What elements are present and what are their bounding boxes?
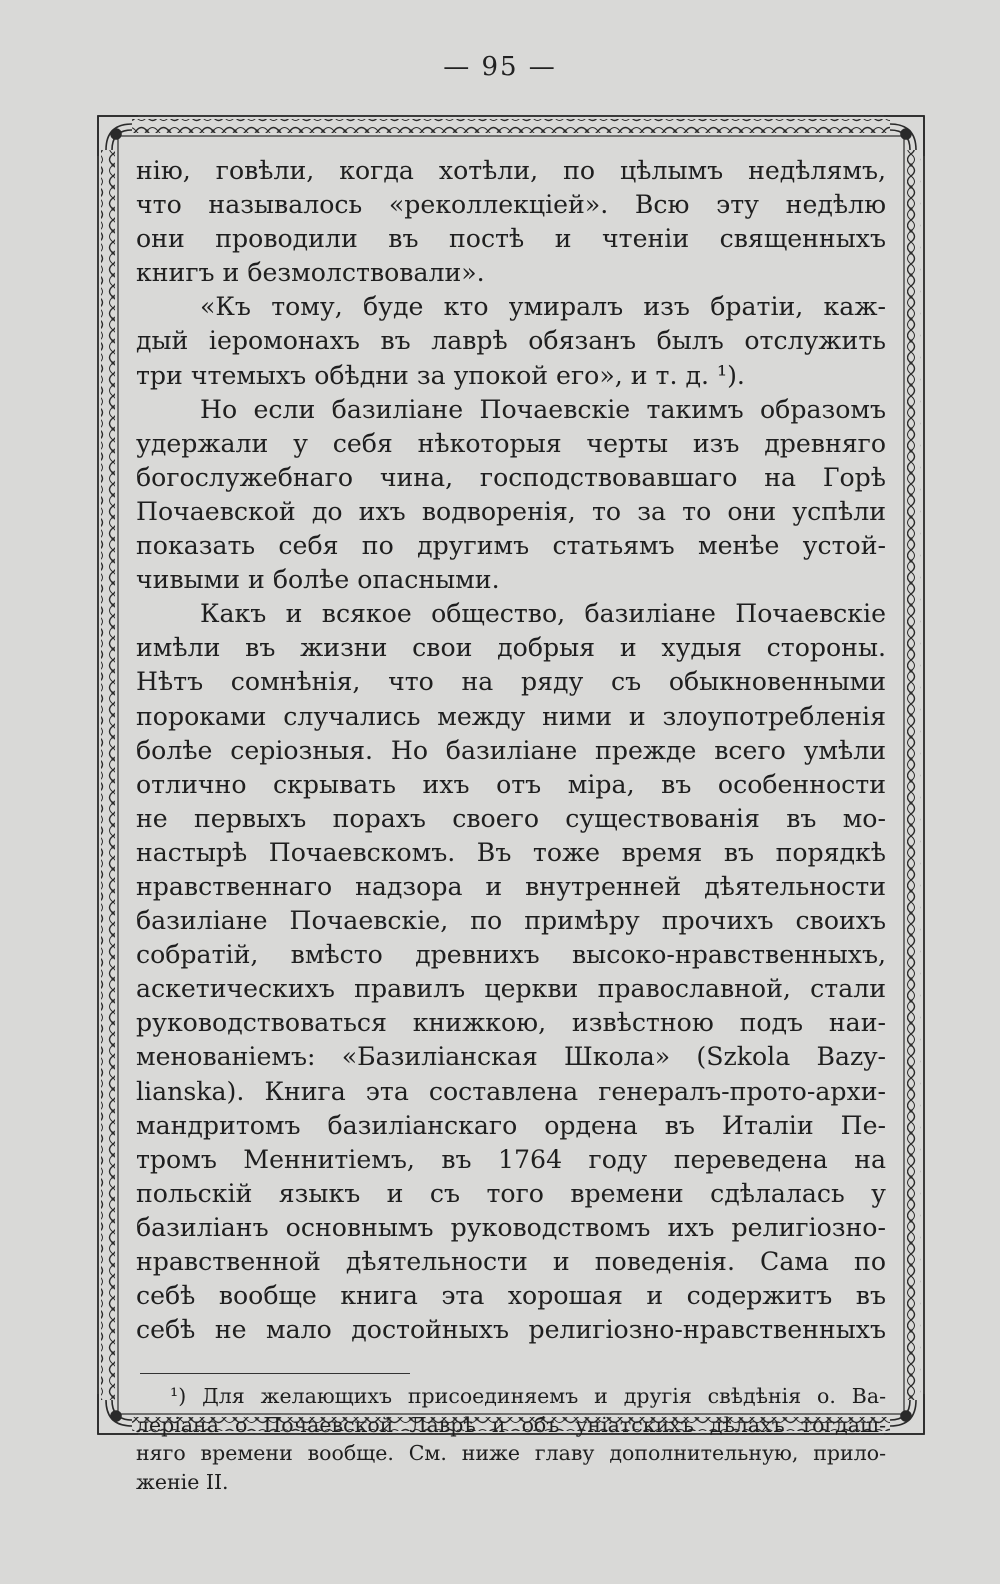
footnote-line: леріана о Почаевской Лаврѣ и объ уніатскихъ дѣлахъ тогдаш- xyxy=(136,1412,886,1437)
body-text-line: имѣли въ жизни свои добрыя и худыя стороны. xyxy=(136,633,886,663)
body-text-line: три чтемыхъ обѣдни за упокой его», и т. д. ¹). xyxy=(136,360,745,390)
body-text-line: Почаевской до ихъ водворенія, то за то они успѣли xyxy=(136,496,886,526)
footnote-line: ¹) Для желающихъ присоединяемъ и другія свѣдѣнія о. Ва- xyxy=(170,1384,886,1409)
body-text-line: аскетическихъ правилъ церкви православной, стали xyxy=(136,974,886,1004)
body-text-line: дый іеромонахъ въ лаврѣ обязанъ былъ отслужить xyxy=(136,326,886,356)
body-text-line: отлично скрывать ихъ отъ міра, въ особенности xyxy=(136,769,886,799)
body-text-line: болѣе серіозныя. Но базиліане прежде всего умѣли xyxy=(136,735,886,765)
footnote-line: женіе II. xyxy=(136,1470,229,1495)
body-text-line: польскій языкъ и съ того времени сдѣлалась у xyxy=(136,1178,886,1208)
body-text-line: нравственной дѣятельности и поведенія. Сама по xyxy=(136,1247,886,1276)
body-text-line: себѣ вообще книга эта хорошая и содержитъ въ xyxy=(136,1281,886,1311)
body-text-line: книгъ и безмолствовали». xyxy=(136,258,485,288)
body-text-line: богослужебнаго чина, господствовавшаго на Горѣ xyxy=(136,462,886,492)
body-text-line: менованіемъ: «Базиліанская Школа» (Szkola Bazy- xyxy=(136,1042,886,1072)
body-text-line: базиліанъ основнымъ руководствомъ ихъ религіозно- xyxy=(136,1212,886,1242)
body-text-line: показать себя по другимъ статьямъ менѣе устой- xyxy=(136,531,886,561)
body-text-line: собратій, вмѣсто древнихъ высоко-нравственныхъ, xyxy=(136,940,886,970)
body-text-line: lianska). Книга эта составлена генералъ-прото-архи- xyxy=(136,1076,886,1106)
body-text xyxy=(136,154,886,1347)
body-text-line: нію, говѣли, когда хотѣли, по цѣлымъ недѣлямъ, xyxy=(136,156,886,185)
body-text-line: Но если базиліане Почаевскіе такимъ образомъ xyxy=(200,394,886,424)
footnote-line: няго времени вообще. См. ниже главу дополнительную, прило- xyxy=(136,1441,886,1466)
body-text-line: не первыхъ порахъ своего существованія въ мо- xyxy=(136,803,886,833)
footnotes xyxy=(136,1382,886,1496)
body-text-line: пороками случались между ними и злоупотребленія xyxy=(136,701,886,731)
body-text-line: удержали у себя нѣкоторыя черты изъ древняго xyxy=(136,428,886,458)
body-text-line: настырѣ Почаевскомъ. Въ тоже время въ порядкѣ xyxy=(136,837,886,867)
footnote-rule xyxy=(140,1373,410,1374)
body-text-line: руководствоваться книжкою, извѣстною подъ наи- xyxy=(136,1008,886,1038)
body-text-line: Какъ и всякое общество, базиліане Почаевскіе xyxy=(200,599,886,629)
body-text-line: что называлось «реколлекціей». Всю эту недѣлю xyxy=(136,190,886,220)
body-text-line: базиліане Почаевскіе, по примѣру прочихъ своихъ xyxy=(136,906,886,936)
body-text-line: они проводили въ постѣ и чтеніи священныхъ xyxy=(136,224,886,254)
body-text-line: чивыми и болѣе опасными. xyxy=(136,565,500,595)
body-text-line: «Къ тому, буде кто умиралъ изъ братіи, каж- xyxy=(200,292,886,322)
body-text-line: нравственнаго надзора и внутренней дѣятельности xyxy=(136,871,886,901)
ornamental-frame xyxy=(92,110,930,1495)
page-content xyxy=(136,154,886,1497)
body-text-line: мандритомъ базиліанскаго ордена въ Италіи Пе- xyxy=(136,1110,886,1140)
body-text-line: тромъ Меннитіемъ, въ 1764 году переведена на xyxy=(136,1144,886,1174)
page-number: — 95 — xyxy=(443,52,557,82)
body-text-line: себѣ не мало достойныхъ религіозно-нравственныхъ xyxy=(136,1315,886,1345)
body-text-line: Нѣтъ сомнѣнія, что на ряду съ обыкновенными xyxy=(136,667,886,697)
